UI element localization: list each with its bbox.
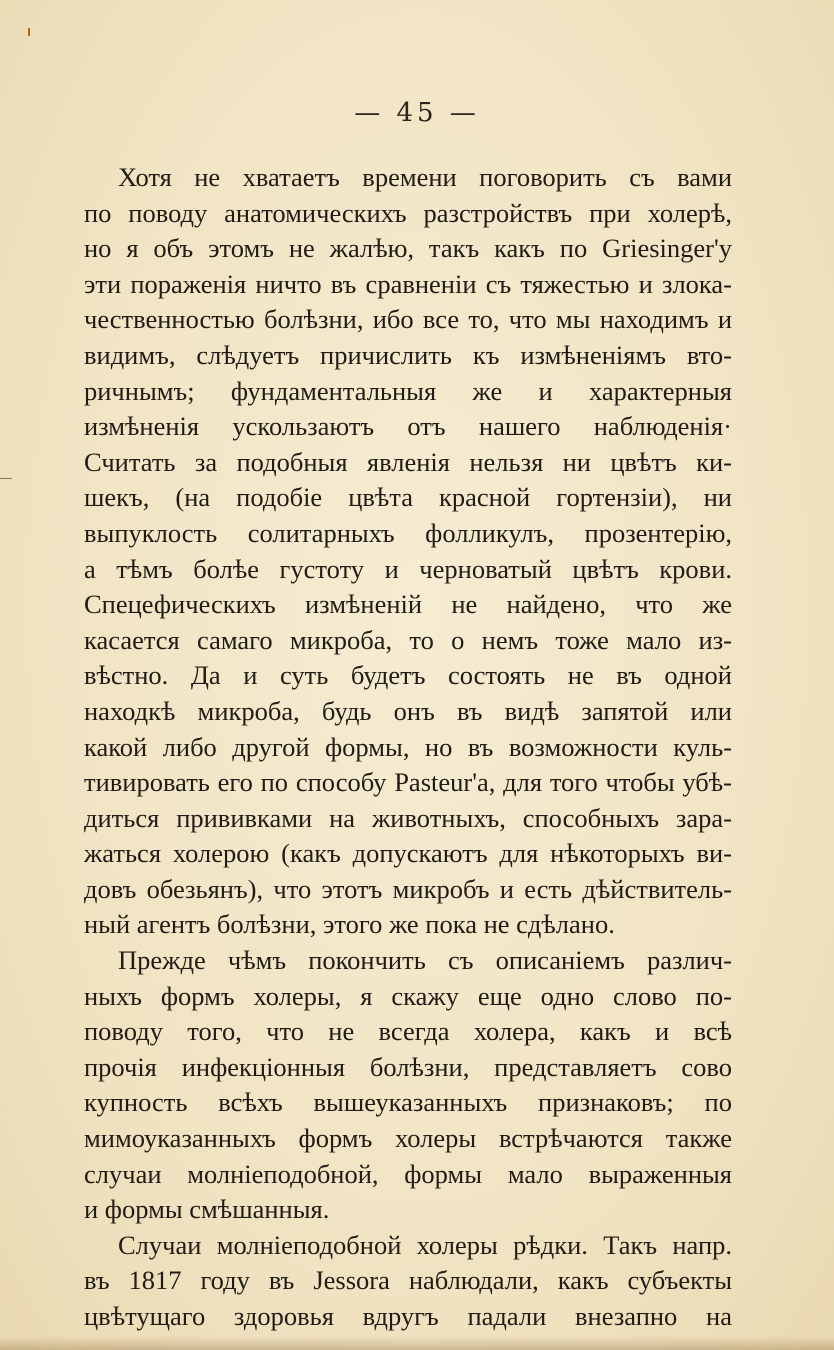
margin-mark	[0, 478, 12, 479]
body-text	[84, 160, 732, 1335]
text-line: Спецефическихъ измѣненій не найдено, что же	[84, 589, 732, 620]
text-line: случаи молніеподобной, формы мало выраженныя	[84, 1158, 732, 1189]
text-line: а тѣмъ болѣе густоту и черноватый цвѣтъ крови.	[84, 553, 732, 584]
text-line: касается самаго микроба, то о немъ тоже мало из-	[84, 624, 732, 655]
text-line: поводу того, что не всегда холера, какъ и всѣ	[84, 1016, 732, 1047]
text-line: Прежде чѣмъ покончить съ описаніемъ различ-	[118, 945, 732, 976]
ink-mark	[28, 28, 30, 36]
text-line: диться прививками на животныхъ, способныхъ зара-	[84, 802, 732, 833]
text-line: въ 1817 году въ Jessora наблюдали, какъ субъекты	[84, 1265, 732, 1296]
text-line: эти пораженія ничто въ сравненіи съ тяжестью и злока-	[84, 268, 732, 299]
text-line: ричнымъ; фундаментальныя же и характерныя	[84, 375, 732, 406]
text-line: ный агентъ болѣзни, этого же пока не сдѣлано.	[84, 909, 615, 940]
text-line: ныхъ формъ холеры, я скажу еще одно слово по-	[84, 980, 732, 1011]
text-line: довъ обезьянъ), что этотъ микробъ и есть дѣйствитель-	[84, 873, 732, 904]
text-line: Считать за подобныя явленія нельзя ни цвѣтъ ки-	[84, 446, 732, 477]
page-number: — 45 —	[354, 98, 480, 128]
text-line: Случаи молніеподобной холеры рѣдки. Такъ напр.	[118, 1229, 732, 1260]
text-line: видимъ, слѣдуетъ причислить къ измѣненіямъ вто-	[84, 339, 732, 370]
text-line: но я объ этомъ не жалѣю, такъ какъ по Griesinger'у	[84, 233, 732, 264]
page-edge	[0, 1336, 834, 1350]
text-line: тивировать его по способу Pasteur'a, для того чтобы убѣ-	[84, 767, 732, 798]
text-line: вѣстно. Да и суть будетъ состоять не въ одной	[84, 660, 732, 691]
text-line: и формы смѣшанныя.	[84, 1194, 330, 1225]
text-line: шекъ, (на подобіе цвѣта красной гортензіи), ни	[84, 482, 732, 513]
text-line: измѣненія ускользаютъ отъ нашего наблюденія·	[84, 411, 732, 442]
text-line: какой либо другой формы, но въ возможности куль-	[84, 731, 732, 762]
text-line: чественностью болѣзни, ибо все то, что мы находимъ и	[84, 304, 732, 335]
text-line: цвѣтущаго здоровья вдругъ падали внезапно на	[84, 1301, 732, 1331]
text-line: Хотя не хватаетъ времени поговорить съ вами	[118, 162, 732, 192]
text-line: мимоуказанныхъ формъ холеры встрѣчаются также	[84, 1123, 732, 1154]
text-line: по поводу анатомическихъ разстройствъ при холерѣ,	[84, 197, 732, 228]
text-line: выпуклость солитарныхъ фолликулъ, прозентерію,	[84, 517, 732, 548]
text-line: купность всѣхъ вышеуказанныхъ признаковъ; по	[84, 1087, 732, 1118]
text-line: прочія инфекціонныя болѣзни, представляетъ сово	[84, 1051, 732, 1082]
text-line: жаться холерою (какъ допускаютъ для нѣкоторыхъ ви-	[84, 838, 732, 869]
text-line: находкѣ микроба, будь онъ въ видѣ запятой или	[84, 695, 732, 726]
